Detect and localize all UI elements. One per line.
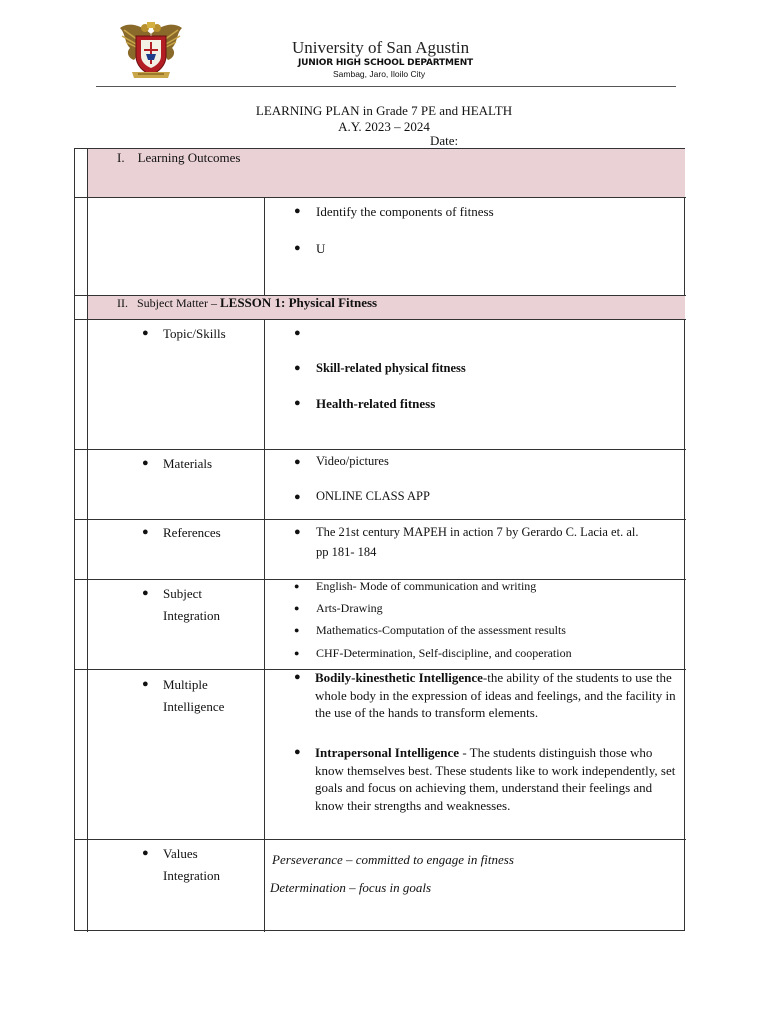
material-item: Video/pictures	[316, 454, 389, 468]
reference-line: The 21st century MAPEH in action 7 by Gerardo C. Lacia et. al.	[316, 525, 639, 539]
bullet-icon: ●	[294, 456, 301, 468]
integration-item: Arts-Drawing	[316, 601, 383, 615]
outcome-item: Identify the components of fitness	[316, 204, 494, 219]
university-name: University of San Agustin	[292, 38, 470, 57]
bullet-icon: ●	[294, 242, 301, 254]
section-2-heading: II. Subject Matter – LESSON 1: Physical Fitness	[117, 295, 378, 310]
bullet-icon: ●	[142, 587, 149, 599]
integration-item: English- Mode of communication and writing	[316, 579, 537, 593]
value-line: Determination – focus in goals	[270, 880, 432, 895]
values-integration-label: Integration	[163, 868, 221, 883]
materials-label: Materials	[163, 456, 213, 471]
bullet-icon: ●	[294, 205, 301, 217]
address: Sambag, Jaro, Iloilo City	[333, 69, 426, 79]
plan-title: LEARNING PLAN in Grade 7 PE and HEALTH	[255, 103, 513, 118]
department-name: JUNIOR HIGH SCHOOL DEPARTMENT	[298, 58, 473, 68]
bullet-icon: ●	[142, 457, 149, 469]
bullet-icon: ●	[294, 671, 301, 683]
subject-integration-label: Subject	[163, 586, 202, 601]
intelligence-item: Bodily-kinesthetic Intelligence-the ability of the students to use the whole body in the expression of ideas and feelings, and the facility in the use of the hands to transform elements.	[315, 670, 676, 720]
topic-item: Skill-related physical fitness	[316, 361, 466, 375]
bullet-icon: ●	[294, 526, 301, 538]
date-label: Date:	[430, 133, 459, 148]
integration-item: Mathematics-Computation of the assessment results	[316, 623, 566, 637]
reference-line: pp 181- 184	[316, 545, 377, 559]
topic-skills-label: Topic/Skills	[163, 326, 226, 341]
integration-item: CHF-Determination, Self-discipline, and cooperation	[316, 646, 572, 660]
multiple-intelligence-label: Multiple	[163, 677, 208, 692]
bullet-icon: ●	[294, 648, 300, 658]
bullet-icon: ●	[142, 526, 149, 538]
outcome-item: U	[316, 241, 326, 256]
intelligence-item: Intrapersonal Intelligence - The students distinguish those who know themselves best. These students like to work independently, set goals and focus on achieving them, understand their feelings and know their strengths and weaknesses.	[315, 745, 676, 813]
bullet-icon: ●	[294, 581, 300, 591]
bullet-icon: ●	[142, 678, 149, 690]
topic-item: Health-related fitness	[316, 396, 436, 411]
subject-integration-label: Integration	[163, 608, 221, 623]
multiple-intelligence-label: Intelligence	[163, 699, 225, 714]
bullet-icon: ●	[294, 397, 301, 409]
bullet-icon: ●	[294, 327, 301, 339]
academic-year: A.Y. 2023 – 2024	[338, 119, 430, 134]
values-integration-label: Values	[163, 846, 198, 861]
bullet-icon: ●	[294, 746, 301, 758]
bullet-icon: ●	[294, 362, 301, 374]
section-1-heading: I. Learning Outcomes	[117, 150, 241, 165]
value-line: Perseverance – committed to engage in fitness	[272, 852, 514, 867]
learning-plan-table	[74, 148, 685, 931]
bullet-icon: ●	[142, 327, 149, 339]
references-label: References	[163, 525, 221, 540]
material-item: ONLINE CLASS APP	[316, 489, 430, 503]
bullet-icon: ●	[294, 625, 300, 635]
bullet-icon: ●	[142, 847, 149, 859]
header-divider	[96, 86, 676, 87]
bullet-icon: ●	[294, 491, 301, 503]
university-crest-logo	[118, 20, 184, 82]
bullet-icon: ●	[294, 603, 300, 613]
